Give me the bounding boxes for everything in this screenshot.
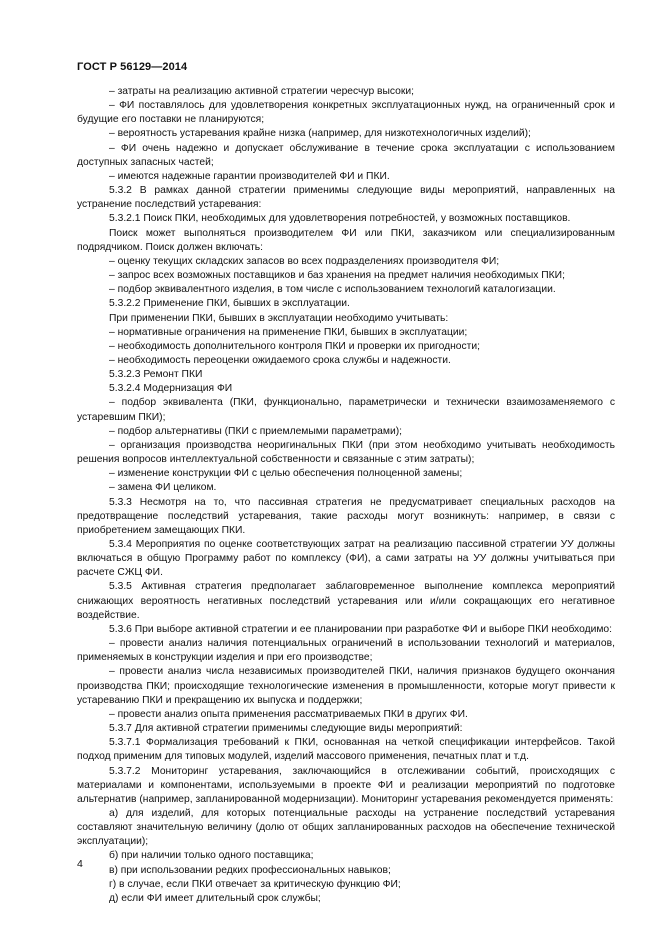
paragraph: 5.3.7.2 Мониторинг устаревания, заключающийся в отслеживании событий, происходящих с материалами и компонентами, используемыми в проекте ФИ и реализации мероприятий по подготовке альтернатив (например, запланированной модернизации). Мониторинг устаревания рекомендуется применять: — [77, 765, 615, 805]
paragraph: 5.3.2.2 Применение ПКИ, бывших в эксплуатации. — [109, 298, 350, 310]
paragraph: – изменение конструкции ФИ с целью обеспечения полноценной замены; — [109, 468, 463, 480]
paragraph: 5.3.2 В рамках данной стратегии применимы следующие виды мероприятий, направленных на устранение последствий устаревания: — [77, 185, 615, 211]
paragraph: б) при наличии только одного поставщика; — [109, 850, 314, 862]
paragraph: 5.3.7 Для активной стратегии применимы следующие виды мероприятий: — [109, 723, 463, 735]
paragraph: 5.3.2.3 Ремонт ПКИ — [109, 369, 203, 381]
paragraph: Поиск может выполняться производителем ФИ или ПКИ, заказчиком или специализированным подрядчиком. Поиск должен включать: — [77, 227, 615, 253]
paragraph: – ФИ очень надежно и допускает обслуживание в течение срока эксплуатации с использованием доступных запасных частей; — [77, 142, 615, 168]
paragraph: 5.3.7.1 Формализация требований к ПКИ, основанная на четкой спецификации интерфейсов. Такой подход применим для типовых модулей, изделий массового применения, печатных плат и т.д. — [77, 737, 615, 763]
paragraph: – нормативные ограничения на применение ПКИ, бывших в эксплуатации; — [109, 326, 468, 338]
paragraph: – подбор эквивалентного изделия, в том числе с использованием технологий каталогизации. — [109, 284, 556, 296]
paragraph: – провести анализ числа независимых производителей ПКИ, наличия признаков будущего окончания производства ПКИ; происходящие технологические изменения в промышленности, которые могут привести к устареванию ПКИ и прекращению их выпуска и поддержки; — [77, 666, 615, 706]
paragraph: – провести анализ наличия потенциальных ограничений в использовании технологий и материалов, применяемых в конструкции изделия и при его производстве; — [77, 638, 615, 664]
paragraph: в) при использовании редких профессиональных навыков; — [109, 864, 391, 876]
paragraph: При применении ПКИ, бывших в эксплуатации необходимо учитывать: — [109, 312, 449, 324]
paragraph: г) в случае, если ПКИ отвечает за критическую функцию ФИ; — [109, 878, 401, 890]
paragraph: – необходимость переоценки ожидаемого срока службы и надежности. — [109, 354, 451, 366]
paragraph: – оценку текущих складских запасов во всех подразделениях производителя ФИ; — [109, 255, 500, 267]
paragraph: – имеются надежные гарантии производителей ФИ и ПКИ. — [109, 170, 390, 182]
document-body — [77, 85, 615, 906]
paragraph: 5.3.2.4 Модернизация ФИ — [109, 383, 233, 395]
paragraph: д) если ФИ имеет длительный срок службы; — [109, 892, 321, 904]
paragraph: – необходимость дополнительного контроля ПКИ и проверки их пригодности; — [109, 340, 481, 352]
paragraph: 5.3.2.1 Поиск ПКИ, необходимых для удовлетворения потребностей, у возможных поставщиков. — [109, 213, 571, 225]
paragraph: – подбор эквивалента (ПКИ, функционально, параметрически и технически взаимозаменяемого с устаревшим ПКИ); — [77, 397, 615, 423]
paragraph: – провести анализ опыта применения рассматриваемых ПКИ в других ФИ. — [109, 708, 468, 720]
paragraph: – подбор альтернативы (ПКИ с приемлемыми параметрами); — [109, 425, 402, 437]
paragraph: – затраты на реализацию активной стратегии чересчур высоки; — [109, 86, 415, 97]
paragraph: – замена ФИ целиком. — [109, 482, 217, 494]
paragraph: 5.3.4 Мероприятия по оценке соответствующих затрат на реализацию пассивной стратегии УУ должны включаться в общую Программу работ по комплексу (ФИ), а сами затраты на УУ должны учитываться при расчете СЖЦ ФИ. — [77, 539, 615, 579]
paragraph: – вероятность устаревания крайне низка (например, для низкотехнологичных изделий); — [109, 128, 531, 140]
document-header: ГОСТ Р 56129—2014 — [77, 61, 188, 73]
paragraph: – ФИ поставлялось для удовлетворения конкретных эксплуатационных нужд, на ограниченный срок и будущие его поставки не планируются; — [77, 100, 615, 126]
paragraph: 5.3.5 Активная стратегия предполагает заблаговременное выполнение комплекса мероприятий снижающих вероятность негативных последствий устаревания или и/или сокращающих его негативное воздействие. — [77, 581, 615, 621]
paragraph: 5.3.3 Несмотря на то, что пассивная стратегия не предусматривает специальных расходов на предотвращение последствий устаревания, такие расходы могут возникнуть: например, в связи с приобретением замещающих ПКИ. — [77, 496, 615, 536]
paragraph: 5.3.6 При выборе активной стратегии и ее планировании при разработке ФИ и выборе ПКИ необходимо: — [109, 623, 612, 635]
page-number: 4 — [77, 858, 83, 870]
paragraph: – запрос всех возможных поставщиков и баз хранения на предмет наличия необходимых ПКИ; — [109, 270, 565, 282]
paragraph: – организация производства неоригинальных ПКИ (при этом необходимо учитывать необходимость решения вопросов интеллектуальной собственности и связанные с этим затраты); — [77, 439, 615, 466]
paragraph: а) для изделий, для которых потенциальные расходы на устранение последствий устаревания составляют значительную величину (долю от общих запланированных расходов на обеспечение технической эксплуатации); — [77, 807, 615, 848]
